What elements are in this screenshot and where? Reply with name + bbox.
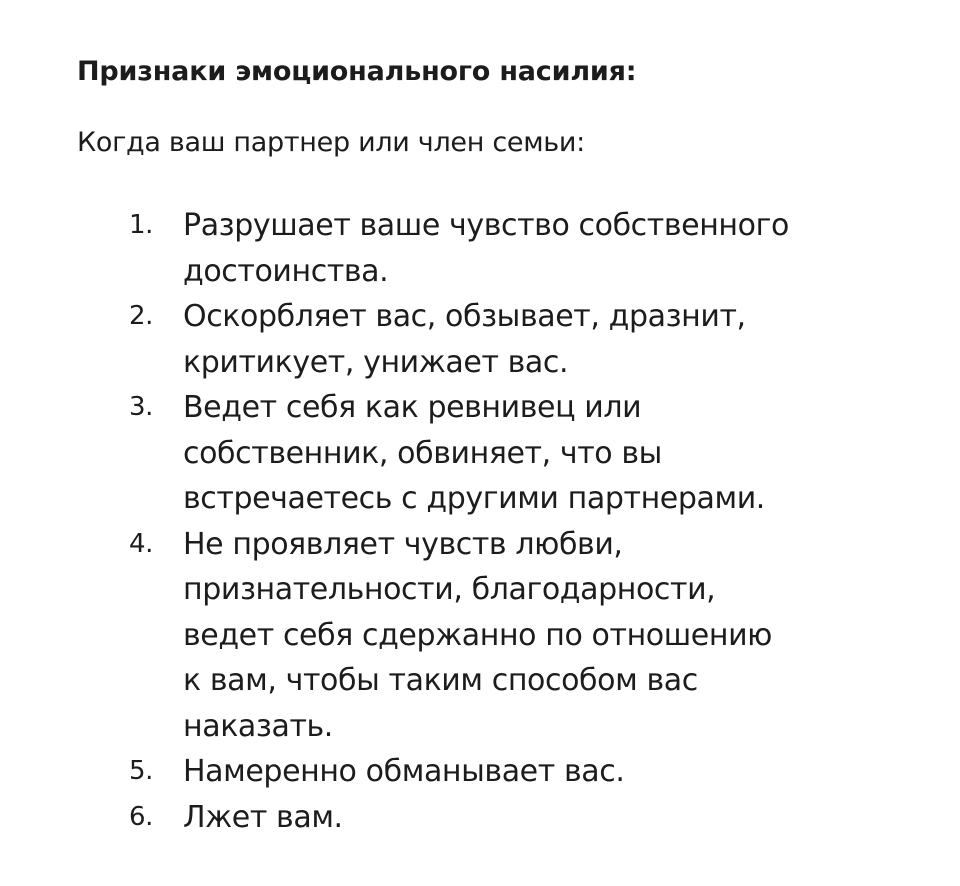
list-item-number: 3. bbox=[129, 392, 154, 422]
list-item-text: Намеренно обманывает вас. bbox=[183, 754, 625, 789]
list-item bbox=[77, 749, 797, 795]
signs-list bbox=[77, 203, 797, 840]
list-item bbox=[77, 203, 797, 294]
list-item-number: 5. bbox=[129, 756, 154, 786]
list-item-number: 1. bbox=[129, 210, 154, 240]
list-item bbox=[77, 385, 797, 522]
list-item-text: Оскорбляет вас, обзывает, дразнит, критикует, унижает вас. bbox=[183, 299, 746, 380]
list-item-text: Ведет себя как ревнивец или собственник, обвиняет, что вы встречаетесь с другими партнерами. bbox=[183, 390, 765, 516]
list-item-text: Лжет вам. bbox=[183, 799, 343, 835]
intro-text: Когда ваш партнер или член семьи: bbox=[77, 127, 585, 158]
list-item-text: Разрушает ваше чувство собственного достоинства. bbox=[183, 208, 789, 289]
list-item-number: 2. bbox=[129, 301, 154, 331]
list-item-text: Не проявляет чувств любви, признательности, благодарности, ведет себя сдержанно по отношению к вам, чтобы таким способом вас наказать. bbox=[183, 526, 773, 744]
list-item bbox=[77, 522, 797, 750]
list-item bbox=[77, 294, 797, 385]
list-item bbox=[77, 795, 797, 841]
list-item-number: 4. bbox=[129, 528, 154, 559]
list-item-number: 6. bbox=[129, 801, 154, 832]
page-title: Признаки эмоционального насилия: bbox=[77, 56, 637, 87]
